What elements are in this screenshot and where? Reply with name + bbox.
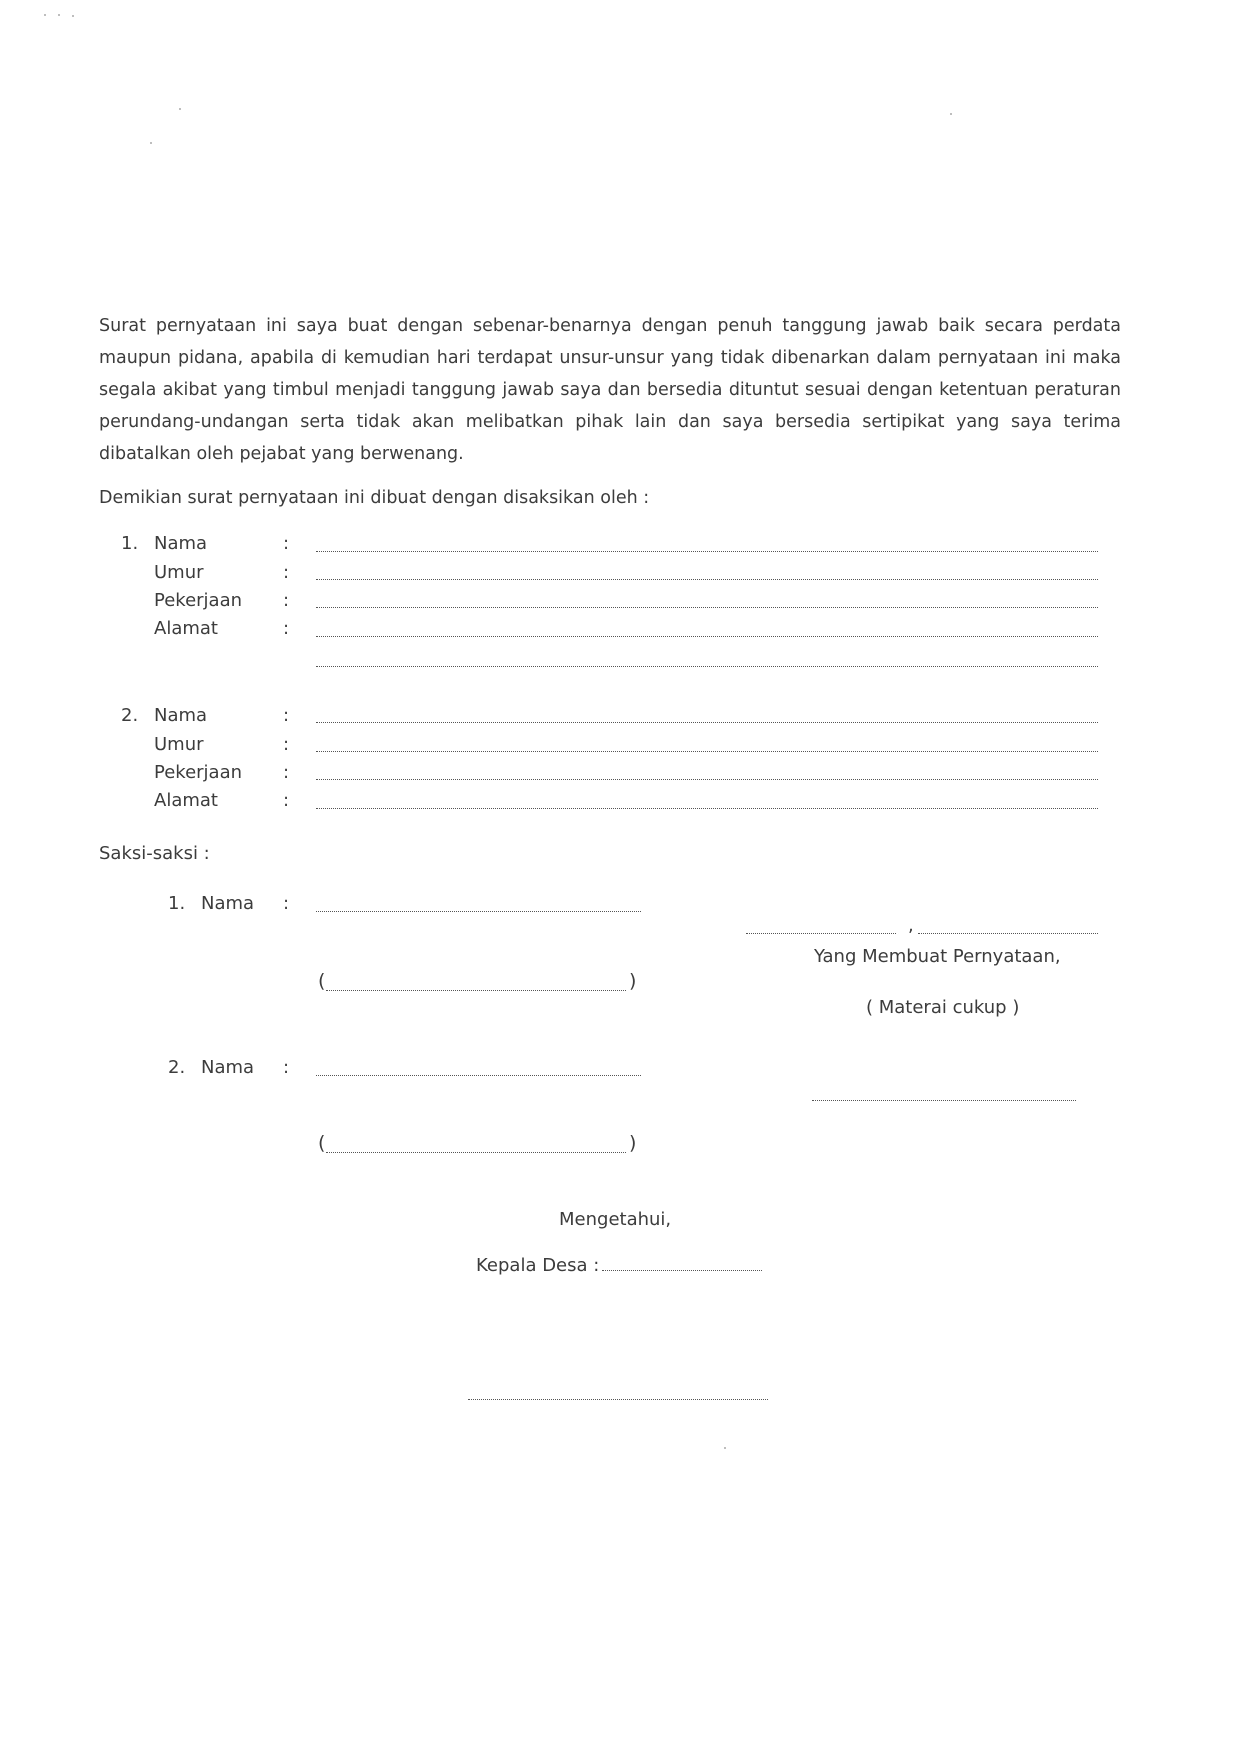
witness-number: 2. (168, 1057, 186, 1078)
acknowledged-label: Mengetahui, (559, 1209, 672, 1230)
colon: : (283, 893, 290, 914)
village-head-signature-line[interactable] (468, 1399, 768, 1400)
person-number: 1. (121, 533, 139, 554)
field-label-alamat: Alamat (154, 790, 218, 811)
witness-number: 1. (168, 893, 186, 914)
witness-2-signature-line[interactable] (326, 1152, 626, 1153)
maker-signature-line[interactable] (812, 1100, 1076, 1101)
witnesses-heading: Saksi-saksi : (99, 843, 210, 864)
fill-line-umur[interactable] (316, 751, 1098, 752)
colon: : (283, 762, 290, 783)
scan-speck (58, 14, 60, 16)
scan-speck (724, 1447, 726, 1449)
person-number: 2. (121, 705, 139, 726)
colon: : (283, 734, 290, 755)
scan-speck (179, 108, 181, 110)
scan-speck (44, 14, 46, 16)
fill-line-nama[interactable] (316, 551, 1098, 552)
witness-2-signature-open: ( (318, 1132, 326, 1154)
scan-speck (950, 113, 952, 115)
fill-line-alamat-2[interactable] (316, 666, 1098, 667)
colon: : (283, 705, 290, 726)
colon: : (283, 562, 290, 583)
witness-1-signature-open: ( (318, 970, 326, 992)
village-head-label: Kepala Desa : (476, 1255, 600, 1276)
field-label-nama: Nama (154, 705, 208, 726)
witness-intro: Demikian surat pernyataan ini dibuat dengan disaksikan oleh : (99, 488, 650, 508)
maker-label: Yang Membuat Pernyataan, (814, 946, 1061, 967)
colon: : (283, 533, 290, 554)
witness-2-signature-close: ) (629, 1132, 637, 1154)
witness-1-signature-close: ) (629, 970, 637, 992)
field-label-pekerjaan: Pekerjaan (154, 762, 243, 783)
fill-line-umur[interactable] (316, 579, 1098, 580)
witness-2-name-line[interactable] (316, 1075, 641, 1076)
field-label-umur: Umur (154, 562, 204, 583)
witness-label-nama: Nama (201, 893, 255, 914)
fill-line-alamat[interactable] (316, 636, 1098, 637)
place-line[interactable] (746, 933, 896, 934)
stamp-note: ( Materai cukup ) (866, 997, 1020, 1018)
field-label-nama: Nama (154, 533, 208, 554)
field-label-alamat: Alamat (154, 618, 218, 639)
witness-1-signature-line[interactable] (326, 990, 626, 991)
field-label-umur: Umur (154, 734, 204, 755)
village-name-line[interactable] (602, 1270, 762, 1271)
fill-line-pekerjaan[interactable] (316, 779, 1098, 780)
colon: : (283, 1057, 290, 1078)
witness-1-name-line[interactable] (316, 911, 641, 912)
scan-speck (72, 15, 74, 17)
fill-line-pekerjaan[interactable] (316, 607, 1098, 608)
colon: : (283, 618, 290, 639)
statement-paragraph: Surat pernyataan ini saya buat dengan sebenar-benarnya dengan penuh tanggung jawab baik secara perdata maupun pidana, apabila di kemudian hari terdapat unsur-unsur yang tidak dibenarkan dalam pernyataan ini maka segala akibat yang timbul menjadi tanggung jawab saya dan bersedia dituntut sesuai dengan ketentuan peraturan perundang-undangan serta tidak akan melibatkan pihak lain dan saya bersedia sertipikat yang saya terima dibatalkan oleh pejabat yang berwenang. (99, 316, 1121, 464)
fill-line-alamat[interactable] (316, 808, 1098, 809)
date-line[interactable] (918, 933, 1098, 934)
place-date-comma: , (908, 915, 914, 936)
colon: : (283, 590, 290, 611)
field-label-pekerjaan: Pekerjaan (154, 590, 243, 611)
witness-label-nama: Nama (201, 1057, 255, 1078)
colon: : (283, 790, 290, 811)
fill-line-nama[interactable] (316, 722, 1098, 723)
scan-speck (150, 142, 152, 144)
